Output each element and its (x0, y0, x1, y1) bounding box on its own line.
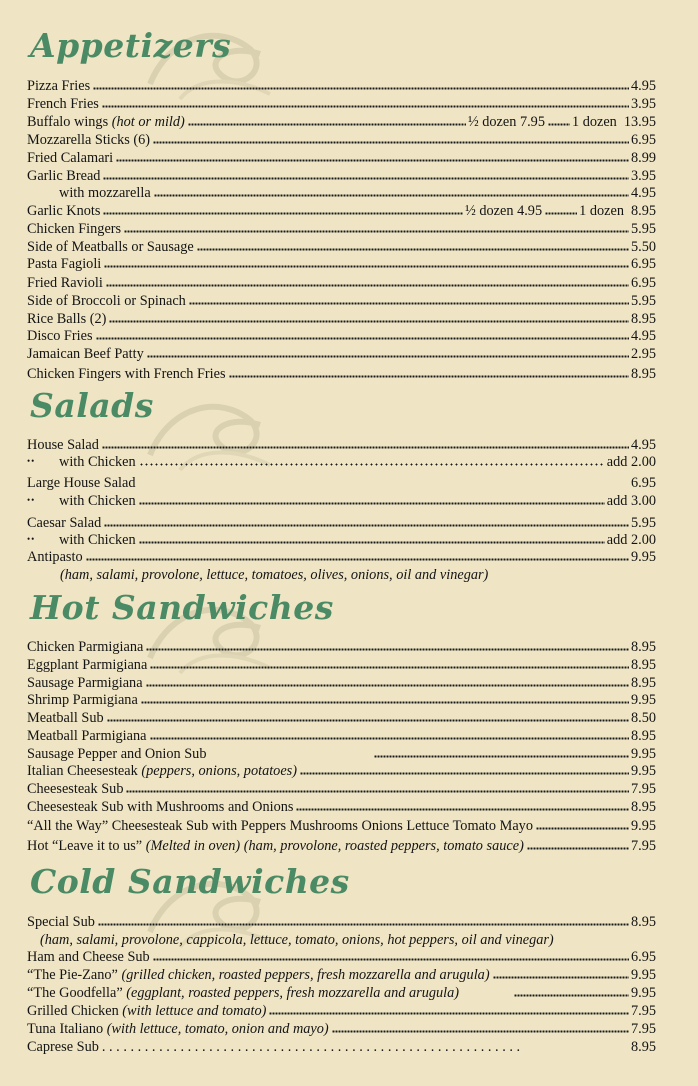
menu-item (27, 817, 656, 835)
menu-item (27, 984, 656, 1002)
menu-item (27, 745, 656, 763)
item-name (27, 491, 136, 510)
item-name: Cheesesteak Sub (27, 781, 124, 797)
menu-item (27, 202, 656, 220)
bullet-marker: •• (27, 534, 36, 544)
menu-item (27, 1038, 656, 1056)
menu-item (27, 709, 656, 727)
item-name: Large House Salad (27, 475, 136, 491)
item-name: Cheesesteak Sub with Mushrooms and Onions (27, 799, 294, 815)
item-price: 7.95 (630, 1003, 656, 1019)
item-name: Ham and Cheese Sub (27, 949, 150, 965)
dot-leader (107, 719, 629, 722)
dot-leader (146, 684, 629, 687)
item-name: Rice Balls (2) (27, 311, 107, 327)
item-price: 4.95 (630, 437, 656, 453)
item-name (27, 113, 185, 131)
item-title: Buffalo wings (27, 114, 109, 130)
menu-item (27, 656, 656, 674)
menu-item (27, 674, 656, 692)
item-note: (hot or mild) (111, 114, 185, 130)
menu-item (27, 762, 656, 780)
item-price: 7.95 (630, 838, 656, 854)
menu-item (27, 492, 656, 510)
dot-leader (96, 337, 629, 340)
menu-item (27, 149, 656, 167)
dot-leader (527, 847, 629, 850)
menu-item (27, 1002, 656, 1020)
menu-item (27, 113, 656, 131)
menu-item (27, 1020, 656, 1038)
dot-leader (188, 123, 466, 126)
item-price: 7.95 (630, 1021, 656, 1037)
item-name: Side of Meatballs or Sausage (27, 239, 194, 255)
item-name (27, 452, 136, 471)
menu-item (27, 77, 656, 95)
item-name: Chicken Fingers (27, 221, 122, 237)
item-name: Caesar Salad (27, 515, 102, 531)
item-price: 7.95 (630, 781, 656, 797)
item-name: Disco Fries (27, 328, 93, 344)
menu-item (27, 798, 656, 816)
item-price: 6.95 (630, 949, 656, 965)
menu-item (27, 837, 656, 855)
item-price: 8.50 (630, 710, 656, 726)
item-note: (eggplant, roasted peppers, fresh mozzarella and arugula) (126, 985, 460, 1001)
dot-leader (146, 648, 629, 651)
half-dozen-price: ½ dozen 4.95 (465, 203, 543, 219)
menu-item (27, 274, 656, 292)
dot-leader (269, 1012, 629, 1015)
item-title: “The Pie-Zano” (27, 967, 118, 983)
dot-leader (300, 772, 629, 775)
dot-leader (332, 1030, 629, 1033)
item-name: Fried Calamari (27, 150, 114, 166)
menu-item (27, 780, 656, 798)
menu-item (27, 913, 656, 931)
item-name: Pizza Fries (27, 78, 91, 94)
item-price: 8.95 (630, 203, 656, 219)
item-name: French Fries (27, 96, 99, 112)
item-title: with Chicken (59, 454, 136, 470)
menu-item (27, 365, 656, 383)
menu-item (27, 167, 656, 185)
dot-leader (153, 958, 629, 961)
item-price: 8.95 (630, 914, 656, 930)
item-price: 5.95 (630, 515, 656, 531)
menu-item (27, 345, 656, 363)
dot-leader (139, 463, 605, 466)
dot-leader (103, 212, 463, 215)
dot-leader (548, 123, 570, 126)
menu-item (27, 531, 656, 549)
menu-item (27, 727, 656, 745)
item-price: 9.95 (630, 985, 656, 1001)
dot-leader (493, 976, 629, 979)
item-price: 8.95 (630, 657, 656, 673)
dot-leader (197, 248, 629, 251)
item-name: Fried Ravioli (27, 275, 103, 291)
item-price: 8.95 (630, 311, 656, 327)
dot-leader (139, 541, 605, 544)
item-title: Tuna Italiano (27, 1021, 104, 1037)
hot-sandwiches-heading: Hot Sandwiches (30, 588, 334, 627)
item-name: Chicken Fingers with French Fries (27, 366, 226, 382)
item-name: Pasta Fagioli (27, 256, 102, 272)
full-dozen-label: 1 dozen (579, 203, 624, 219)
menu-item (27, 131, 656, 149)
item-name: Mozzarella Sticks (6) (27, 132, 151, 148)
item-title: Grilled Chicken (27, 1003, 119, 1019)
item-price: 8.95 (630, 799, 656, 815)
item-note: (grilled chicken, roasted peppers, fresh mozzarella and arugula) (121, 967, 490, 983)
menu-item (27, 327, 656, 345)
item-note: (Melted in oven) (ham, provolone, roasted peppers, tomato sauce) (145, 838, 524, 854)
full-dozen-label: 1 dozen (571, 114, 617, 130)
dot-leader (106, 284, 629, 287)
dot-leader (93, 87, 629, 90)
menu-item (27, 638, 656, 656)
bullet-marker: •• (27, 495, 36, 505)
item-name (27, 1002, 266, 1020)
item-name: Eggplant Parmigiana (27, 657, 148, 673)
menu-item (27, 548, 656, 566)
item-name (27, 530, 136, 549)
dot-leader (153, 141, 629, 144)
item-price: 6.95 (630, 475, 656, 491)
item-price: 8.95 (630, 1039, 656, 1055)
dot-leader (86, 558, 629, 561)
dot-leader (102, 446, 629, 449)
cold-sandwiches-heading: Cold Sandwiches (30, 862, 350, 901)
dot-leader (296, 808, 629, 811)
dot-leader (104, 524, 629, 527)
item-price: 9.95 (630, 746, 656, 762)
item-name: Meatball Parmigiana (27, 728, 147, 744)
item-name: Antipasto (27, 549, 83, 565)
item-name: Chicken Parmigiana (27, 639, 144, 655)
menu-item (27, 966, 656, 984)
dot-leader (116, 159, 629, 162)
dot-leader (102, 105, 629, 108)
item-price: 2.95 (630, 346, 656, 362)
item-title: with Chicken (59, 493, 136, 509)
item-price: 13.95 (623, 114, 656, 130)
menu-item (27, 184, 656, 202)
item-price: 4.95 (630, 328, 656, 344)
appetizers-heading: Appetizers (30, 26, 232, 65)
item-price: 5.50 (630, 239, 656, 255)
dot-leader (150, 666, 629, 669)
item-name: Sausage Parmigiana (27, 675, 143, 691)
item-name (27, 966, 490, 984)
item-note: (peppers, onions, potatoes) (141, 763, 298, 779)
dot-leader (514, 994, 629, 997)
dot-leader (229, 375, 629, 378)
item-description: (ham, salami, provolone, cappicola, lettuce, tomato, onions, hot peppers, oil and vinegar) (40, 932, 554, 948)
item-name (27, 762, 297, 780)
dot-leader (374, 755, 628, 758)
item-price: 8.95 (630, 728, 656, 744)
menu-item (27, 310, 656, 328)
item-price: 9.95 (630, 763, 656, 779)
dot-leader (139, 502, 605, 505)
menu-item (27, 95, 656, 113)
item-name: with mozzarella (59, 185, 151, 201)
item-name: “All the Way” Cheesesteak Sub with Peppers Mushrooms Onions Lettuce Tomato Mayo (27, 818, 533, 834)
item-title: with Chicken (59, 532, 136, 548)
item-price: 5.95 (630, 221, 656, 237)
menu-item (27, 220, 656, 238)
item-price: 3.95 (630, 96, 656, 112)
item-title: Hot “Leave it to us” (27, 838, 143, 854)
menu-item (27, 474, 656, 492)
item-name (27, 984, 459, 1002)
item-name (27, 837, 524, 855)
item-price: 8.95 (630, 675, 656, 691)
menu-item (27, 948, 656, 966)
item-price: 5.95 (630, 293, 656, 309)
item-name: Jamaican Beef Patty (27, 346, 144, 362)
item-price: 8.95 (630, 639, 656, 655)
item-price: 6.95 (630, 132, 656, 148)
period-leader: . . . . . . . . . . . . . . . . . . . . . . . . . . . . . . . . . . . . . . . . . . . . . . . . . . . . . . . . . . . (101, 1039, 521, 1055)
dot-leader (104, 265, 629, 268)
dot-leader (189, 302, 629, 305)
item-price: 6.95 (630, 256, 656, 272)
menu-item (27, 238, 656, 256)
item-name: Garlic Bread (27, 168, 101, 184)
item-price: 8.95 (630, 366, 656, 382)
half-dozen-price: ½ dozen 7.95 (467, 114, 545, 130)
item-name: House Salad (27, 437, 99, 453)
item-price: 8.99 (630, 150, 656, 166)
item-title: “The Goodfella” (27, 985, 123, 1001)
dot-leader (124, 230, 629, 233)
item-name: Side of Broccoli or Spinach (27, 293, 186, 309)
item-price: 9.95 (630, 692, 656, 708)
item-price: 6.95 (630, 275, 656, 291)
dot-leader (98, 923, 629, 926)
dot-leader (536, 827, 629, 830)
item-price: 9.95 (630, 818, 656, 834)
salads-heading: Salads (30, 386, 154, 425)
item-description: (ham, salami, provolone, lettuce, tomatoes, olives, onions, oil and vinegar) (60, 567, 489, 583)
item-note: (with lettuce, tomato, onion and mayo) (106, 1021, 329, 1037)
item-price: add 3.00 (606, 493, 656, 509)
item-price: 4.95 (630, 185, 656, 201)
menu-item (27, 255, 656, 273)
item-price: 3.95 (630, 168, 656, 184)
dot-leader (141, 701, 629, 704)
dot-leader (109, 320, 629, 323)
menu-item (27, 453, 656, 471)
item-price: 9.95 (630, 549, 656, 565)
item-price: add 2.00 (606, 454, 656, 470)
item-name: Meatball Sub (27, 710, 104, 726)
item-name: Garlic Knots (27, 203, 101, 219)
dot-leader (545, 212, 577, 215)
item-name: Shrimp Parmigiana (27, 692, 138, 708)
item-price: 9.95 (630, 967, 656, 983)
menu-item (27, 292, 656, 310)
item-name: Special Sub (27, 914, 95, 930)
item-note: (with lettuce and tomato) (122, 1003, 267, 1019)
dot-leader (150, 737, 629, 740)
dot-leader (126, 790, 628, 793)
item-title: Italian Cheesesteak (27, 763, 138, 779)
dot-leader (154, 194, 629, 197)
item-price: add 2.00 (606, 532, 656, 548)
menu-item (27, 691, 656, 709)
item-name (27, 1020, 329, 1038)
item-name: Sausage Pepper and Onion Sub (27, 746, 207, 762)
item-price: 4.95 (630, 78, 656, 94)
item-name: Caprese Sub (27, 1039, 99, 1055)
bullet-marker: •• (27, 456, 36, 466)
dot-leader (147, 355, 629, 358)
dot-leader (103, 177, 629, 180)
